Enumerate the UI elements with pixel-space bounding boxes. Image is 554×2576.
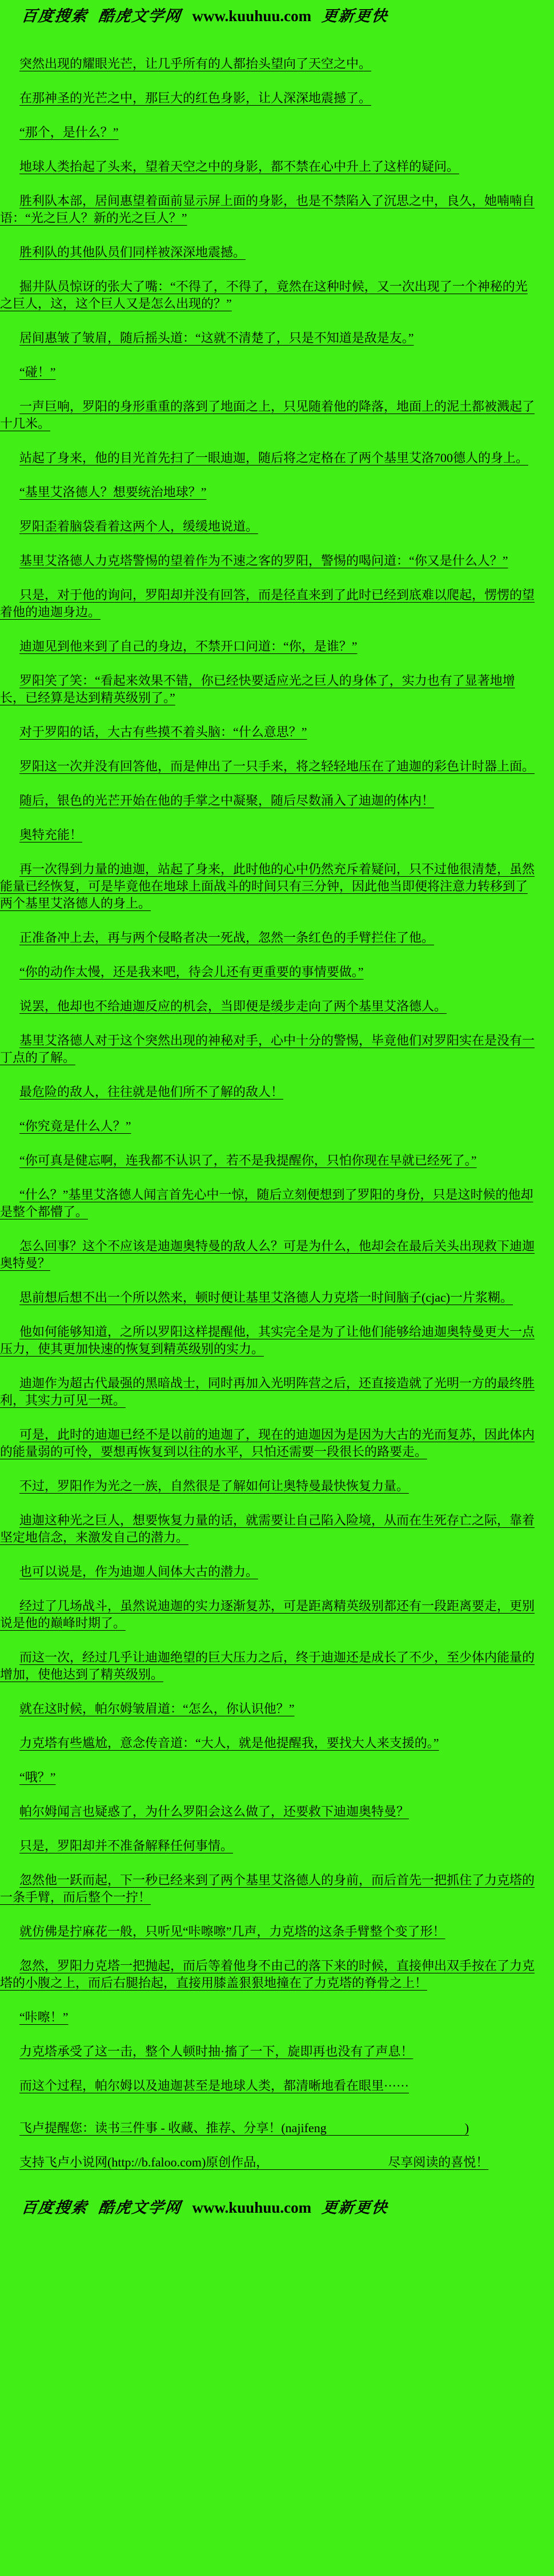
novel-paragraph: 就在这时候，帕尔姆皱眉道：“怎么，你认识他？” bbox=[19, 1702, 295, 1716]
novel-paragraph: “那个，是什么？” bbox=[19, 125, 119, 139]
novel-paragraph: 基里艾洛德人对于这个突然出现的神秘对手，心中十分的警惕，毕竟他们对罗阳实在是没有一丁点的了解。 bbox=[0, 1033, 535, 1065]
novel-paragraph: 迪迦见到他来到了自己的身边，不禁开口问道：“你，是谁？” bbox=[19, 639, 358, 653]
site-brand-header bbox=[0, 0, 554, 26]
novel-paragraph: 就仿佛是拧麻花一般，只听见“咔嚓嚓”几声，力克塔的这条手臂整个变了形！ bbox=[19, 1924, 445, 1939]
novel-paragraph: 胜利队的其他队员们同样被深深地震撼。 bbox=[19, 245, 246, 259]
novel-paragraph: 奥特充能！ bbox=[19, 828, 83, 842]
novel-paragraph: 迪迦作为超古代最强的黑暗战士，同时再加入光明阵营之后，还直接造就了光明一方的最终胜利，其实力可见一斑。 bbox=[0, 1376, 535, 1407]
novel-paragraph: 对于罗阳的话，大古有些摸不着头脑：“什么意思？” bbox=[19, 725, 307, 739]
novel-paragraph: 经过了几场战斗，虽然说迪迦的实力逐渐复苏，可是距离精英级别都还有一段距离要走，更别说是他的巅峰时期了。 bbox=[0, 1599, 535, 1630]
novel-paragraph: 正准备冲上去，再与两个侵略者决一死战，忽然一条红色的手臂拦住了他。 bbox=[19, 930, 435, 945]
brand-baidu-search-text: 百度搜索 bbox=[21, 7, 89, 25]
novel-paragraph: 罗阳歪着脑袋看着这两个人，缓缓地说道。 bbox=[19, 519, 259, 533]
novel-paragraph: 突然出现的耀眼光芒，让几乎所有的人都抬头望向了天空之中。 bbox=[19, 57, 372, 71]
novel-paragraph: 忽然，罗阳力克塔一把抛起，而后等着他身不由己的落下来的时候，直接伸出双手按在了力克塔的小腹之上，而后右腿抬起，直接用膝盖狠狠地撞在了力克塔的脊骨之上！ bbox=[0, 1959, 535, 1990]
brand-site-url: www.kuuhuu.com bbox=[192, 7, 312, 25]
novel-paragraph: 居间惠皱了皱眉，随后摇头道：“这就不清楚了，只是不知道是敌是友。” bbox=[19, 331, 414, 345]
brand-slogan: 更新更快 bbox=[320, 7, 390, 25]
novel-paragraph: 罗阳笑了笑：“看起来效果不错，你已经快要适应光之巨人的身体了，实力也有了显著地增长，已经算是达到精英级别了。” bbox=[0, 673, 515, 705]
novel-paragraph: “基里艾洛德人？想要统治地球？” bbox=[19, 485, 207, 499]
novel-paragraph: 怎么回事？这个不应该是迪迦奥特曼的敌人么？可是为什么，他却会在最后关头出现救下迪迦奥特曼？ bbox=[0, 1239, 535, 1270]
novel-paragraph: 忽然他一跃而起，下一秒已经来到了两个基里艾洛德人的身前，而后首先一把抓住了力克塔的一条手臂，而后整个一拧！ bbox=[0, 1873, 535, 1904]
novel-paragraph: 他如何能够知道，之所以罗阳这样提醒他，其实完全是为了让他们能够给迪迦奥特曼更大一点压力，使其更加快速的恢复到精英级别的实力。 bbox=[0, 1325, 535, 1356]
novel-paragraph: 说罢，他却也不给迪迦反应的机会，当即便是缓步走向了两个基里艾洛德人。 bbox=[19, 999, 447, 1013]
novel-paragraph: “你究竟是什么人？” bbox=[19, 1119, 131, 1133]
novel-paragraph: 胜利队本部，居间惠望着面前显示屏上面的身影，也是不禁陷入了沉思之中，良久，她喃喃自语：“光之巨人？新的光之巨人？” bbox=[0, 194, 535, 225]
novel-text-body bbox=[0, 26, 554, 2094]
brand-site-name: 酷虎文学网 bbox=[97, 7, 183, 25]
novel-paragraph: “你的动作太慢，还是我来吧，待会儿还有更重要的事情要做。” bbox=[19, 965, 364, 979]
novel-paragraph: 地球人类抬起了头来，望着天空之中的身影，都不禁在心中升上了这样的疑问。 bbox=[19, 159, 460, 174]
novel-paragraph: 只是，对于他的询问，罗阳却并没有回答，而是径直来到了此时已经到底难以爬起，愣愣的望着他的迪迦身边。 bbox=[0, 588, 535, 619]
novel-paragraph: 可是，此时的迪迦已经不是以前的迪迦了，现在的迪迦因为是因为大古的光而复苏，因此体内的能量弱的可怜，要想再恢复到以往的水平，只怕还需要一段很长的路要走。 bbox=[0, 1427, 535, 1459]
novel-paragraph: 掘井队员惊讶的张大了嘴：“不得了，不得了，竟然在这种时候，又一次出现了一个神秘的光之巨人，这，这个巨人又是怎么出现的？” bbox=[0, 279, 528, 311]
novel-paragraph: 罗阳这一次并没有回答他，而是伸出了一只手来，将之轻轻地压在了迪迦的彩色计时器上面。 bbox=[19, 759, 535, 773]
brand-baidu-search-text: 百度搜索 bbox=[21, 2199, 89, 2216]
novel-paragraph: “哦？” bbox=[19, 1770, 56, 1784]
footer-note: 飞卢提醒您：读书三件事 - 收藏、推荐、分享！(najifeng ) bbox=[19, 2121, 469, 2135]
footer-notes bbox=[0, 2120, 554, 2171]
brand-site-url: www.kuuhuu.com bbox=[192, 2199, 312, 2216]
novel-paragraph: 再一次得到力量的迪迦，站起了身来，此时他的心中仍然充斥着疑问，只不过他很清楚，虽然能量已经恢复，可是毕竟他在地球上面战斗的时间只有三分钟，因此他当即便将注意力转移到了两个基里艾洛德人的身上。 bbox=[0, 862, 535, 910]
novel-paragraph: “碰！” bbox=[19, 365, 56, 379]
novel-paragraph: 而这一次，经过几乎让迪迦绝望的巨大压力之后，终于迪迦还是成长了不少，至少体内能量的增加，使他达到了精英级别。 bbox=[0, 1650, 535, 1682]
brand-slogan: 更新更快 bbox=[320, 2199, 390, 2216]
novel-paragraph: 也可以说是，作为迪迦人间体大古的潜力。 bbox=[19, 1564, 259, 1579]
novel-paragraph: 力克塔有些尴尬，意念传音道：“大人，就是他提醒我，要找大人来支援的。” bbox=[19, 1736, 439, 1750]
novel-paragraph: 只是，罗阳却并不准备解释任何事情。 bbox=[19, 1839, 234, 1853]
footer-note: 支持飞卢小说网(http://b.faloo.com)原创作品， 尽享阅读的喜悦！ bbox=[19, 2155, 489, 2169]
novel-paragraph: 站起了身来，他的目光首先扫了一眼迪迦，随后将之定格在了两个基里艾洛700德人的身上。 bbox=[19, 451, 529, 465]
novel-paragraph: 迪迦这种光之巨人，想要恢复力量的话，就需要让自己陷入险境，从而在生死存亡之际，靠着坚定地信念，来激发自己的潜力。 bbox=[0, 1513, 535, 1544]
novel-paragraph: 基里艾洛德人力克塔警惕的望着作为不速之客的罗阳，警惕的喝问道：“你又是什么人？” bbox=[19, 553, 508, 568]
novel-paragraph: 随后，银色的光芒开始在他的手掌之中凝聚，随后尽数涌入了迪迦的体内！ bbox=[19, 793, 435, 808]
brand-site-name: 酷虎文学网 bbox=[97, 2199, 183, 2216]
novel-paragraph: 最危险的敌人，往往就是他们所不了解的敌人！ bbox=[19, 1085, 284, 1099]
site-brand-footer bbox=[0, 2192, 554, 2223]
novel-paragraph: 帕尔姆闻言也疑惑了，为什么罗阳会这么做了，还要救下迪迦奥特曼？ bbox=[19, 1804, 410, 1819]
novel-paragraph: 在那神圣的光芒之中，那巨大的红色身影，让人深深地震撼了。 bbox=[19, 91, 372, 105]
novel-paragraph: 力克塔承受了这一击，整个人顿时抽·搐了一下，旋即再也没有了声息！ bbox=[19, 2044, 414, 2059]
novel-paragraph: “咔嚓！” bbox=[19, 2010, 69, 2024]
novel-paragraph: “你可真是健忘啊，连我都不认识了，若不是我提醒你，只怕你现在早就已经死了。” bbox=[19, 1153, 477, 1167]
novel-paragraph: 而这个过程，帕尔姆以及迪迦甚至是地球人类，都清晰地看在眼里······ bbox=[19, 2079, 409, 2093]
novel-paragraph: 思前想后想不出一个所以然来，顿时便让基里艾洛德人力克塔一时间脑子(cjac)一片浆糊。 bbox=[19, 1290, 513, 1305]
novel-paragraph: “什么？”基里艾洛德人闻言首先心中一惊，随后立刻便想到了罗阳的身份，只是这时候的他却是整个都懵了。 bbox=[0, 1187, 533, 1219]
novel-paragraph: 一声巨响，罗阳的身形重重的落到了地面之上，只见随着他的降落，地面上的泥土都被溅起了十几米。 bbox=[0, 399, 535, 431]
novel-paragraph: 不过，罗阳作为光之一族，自然很是了解如何让奥特曼最快恢复力量。 bbox=[19, 1479, 410, 1493]
